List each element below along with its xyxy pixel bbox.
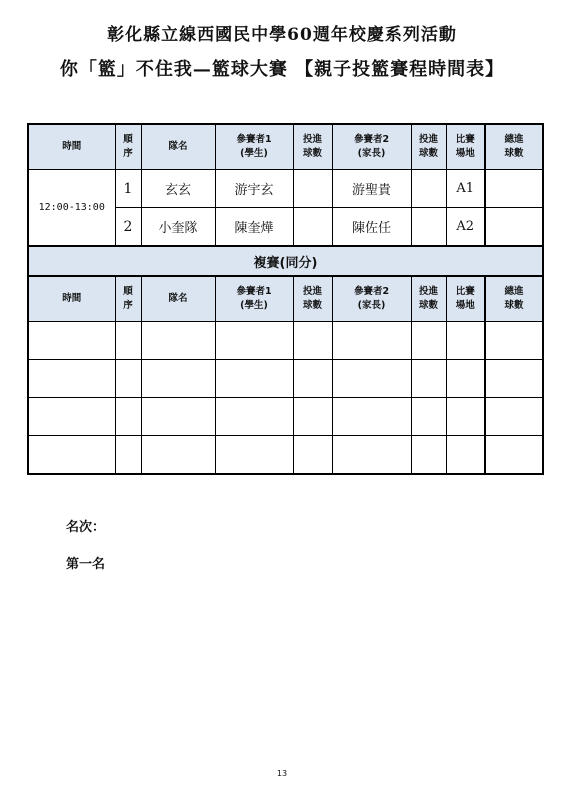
header-time: 時間 [28, 124, 115, 170]
participant2-cell: 游聖貴 [332, 170, 411, 208]
total-cell [485, 208, 543, 247]
team-cell: 玄玄 [141, 170, 215, 208]
participant2-cell: 陳佐任 [332, 208, 411, 247]
total-cell [485, 170, 543, 208]
document-subtitle: 你「籃」不住我—籃球大賽 【親子投籃賽程時間表】 [59, 59, 505, 80]
shots2-cell [411, 208, 446, 247]
header-total: 總進 球數 [485, 276, 543, 322]
team-cell: 小奎隊 [141, 208, 215, 247]
header-participant2: 參賽者2 (家長) [332, 124, 411, 170]
empty-row [28, 360, 543, 398]
header-participant1: 參賽者1 (學生) [215, 124, 293, 170]
table-row [28, 170, 543, 208]
header-shots1: 投進 球數 [293, 124, 332, 170]
shots1-cell [293, 170, 332, 208]
header-row [28, 276, 543, 322]
section-title: 複賽(同分) [28, 246, 543, 276]
header-venue: 比賽 場地 [446, 276, 485, 322]
venue-cell: A2 [446, 208, 485, 247]
time-slot: 12:00-13:00 [28, 170, 115, 247]
header-shots2: 投進 球數 [411, 276, 446, 322]
header-shots1: 投進 球數 [293, 276, 332, 322]
header-team: 隊名 [141, 124, 215, 170]
header-shots2: 投進 球數 [411, 124, 446, 170]
header-row [28, 124, 543, 170]
empty-row [28, 322, 543, 360]
section-row [28, 246, 543, 276]
header-order: 順 序 [115, 124, 141, 170]
header-total: 總進 球數 [485, 124, 543, 170]
header-participant1: 參賽者1 (學生) [215, 276, 293, 322]
order-cell: 2 [115, 208, 141, 247]
rank-label: 名次： [66, 520, 106, 535]
empty-row [28, 436, 543, 475]
page-number: 13 [276, 769, 288, 778]
order-cell: 1 [115, 170, 141, 208]
first-place-label: 第一名 [66, 557, 106, 572]
participant1-cell: 陳奎燁 [215, 208, 293, 247]
venue-cell: A1 [446, 170, 485, 208]
header-team: 隊名 [141, 276, 215, 322]
shots1-cell [293, 208, 332, 247]
schedule-table [27, 123, 544, 475]
empty-row [28, 398, 543, 436]
header-participant2: 參賽者2 (家長) [332, 276, 411, 322]
header-time: 時間 [28, 276, 115, 322]
header-venue: 比賽 場地 [446, 124, 485, 170]
shots2-cell [411, 170, 446, 208]
header-order: 順 序 [115, 276, 141, 322]
document-title: 彰化縣立線西國民中學60週年校慶系列活動 [107, 25, 457, 45]
participant1-cell: 游宇玄 [215, 170, 293, 208]
